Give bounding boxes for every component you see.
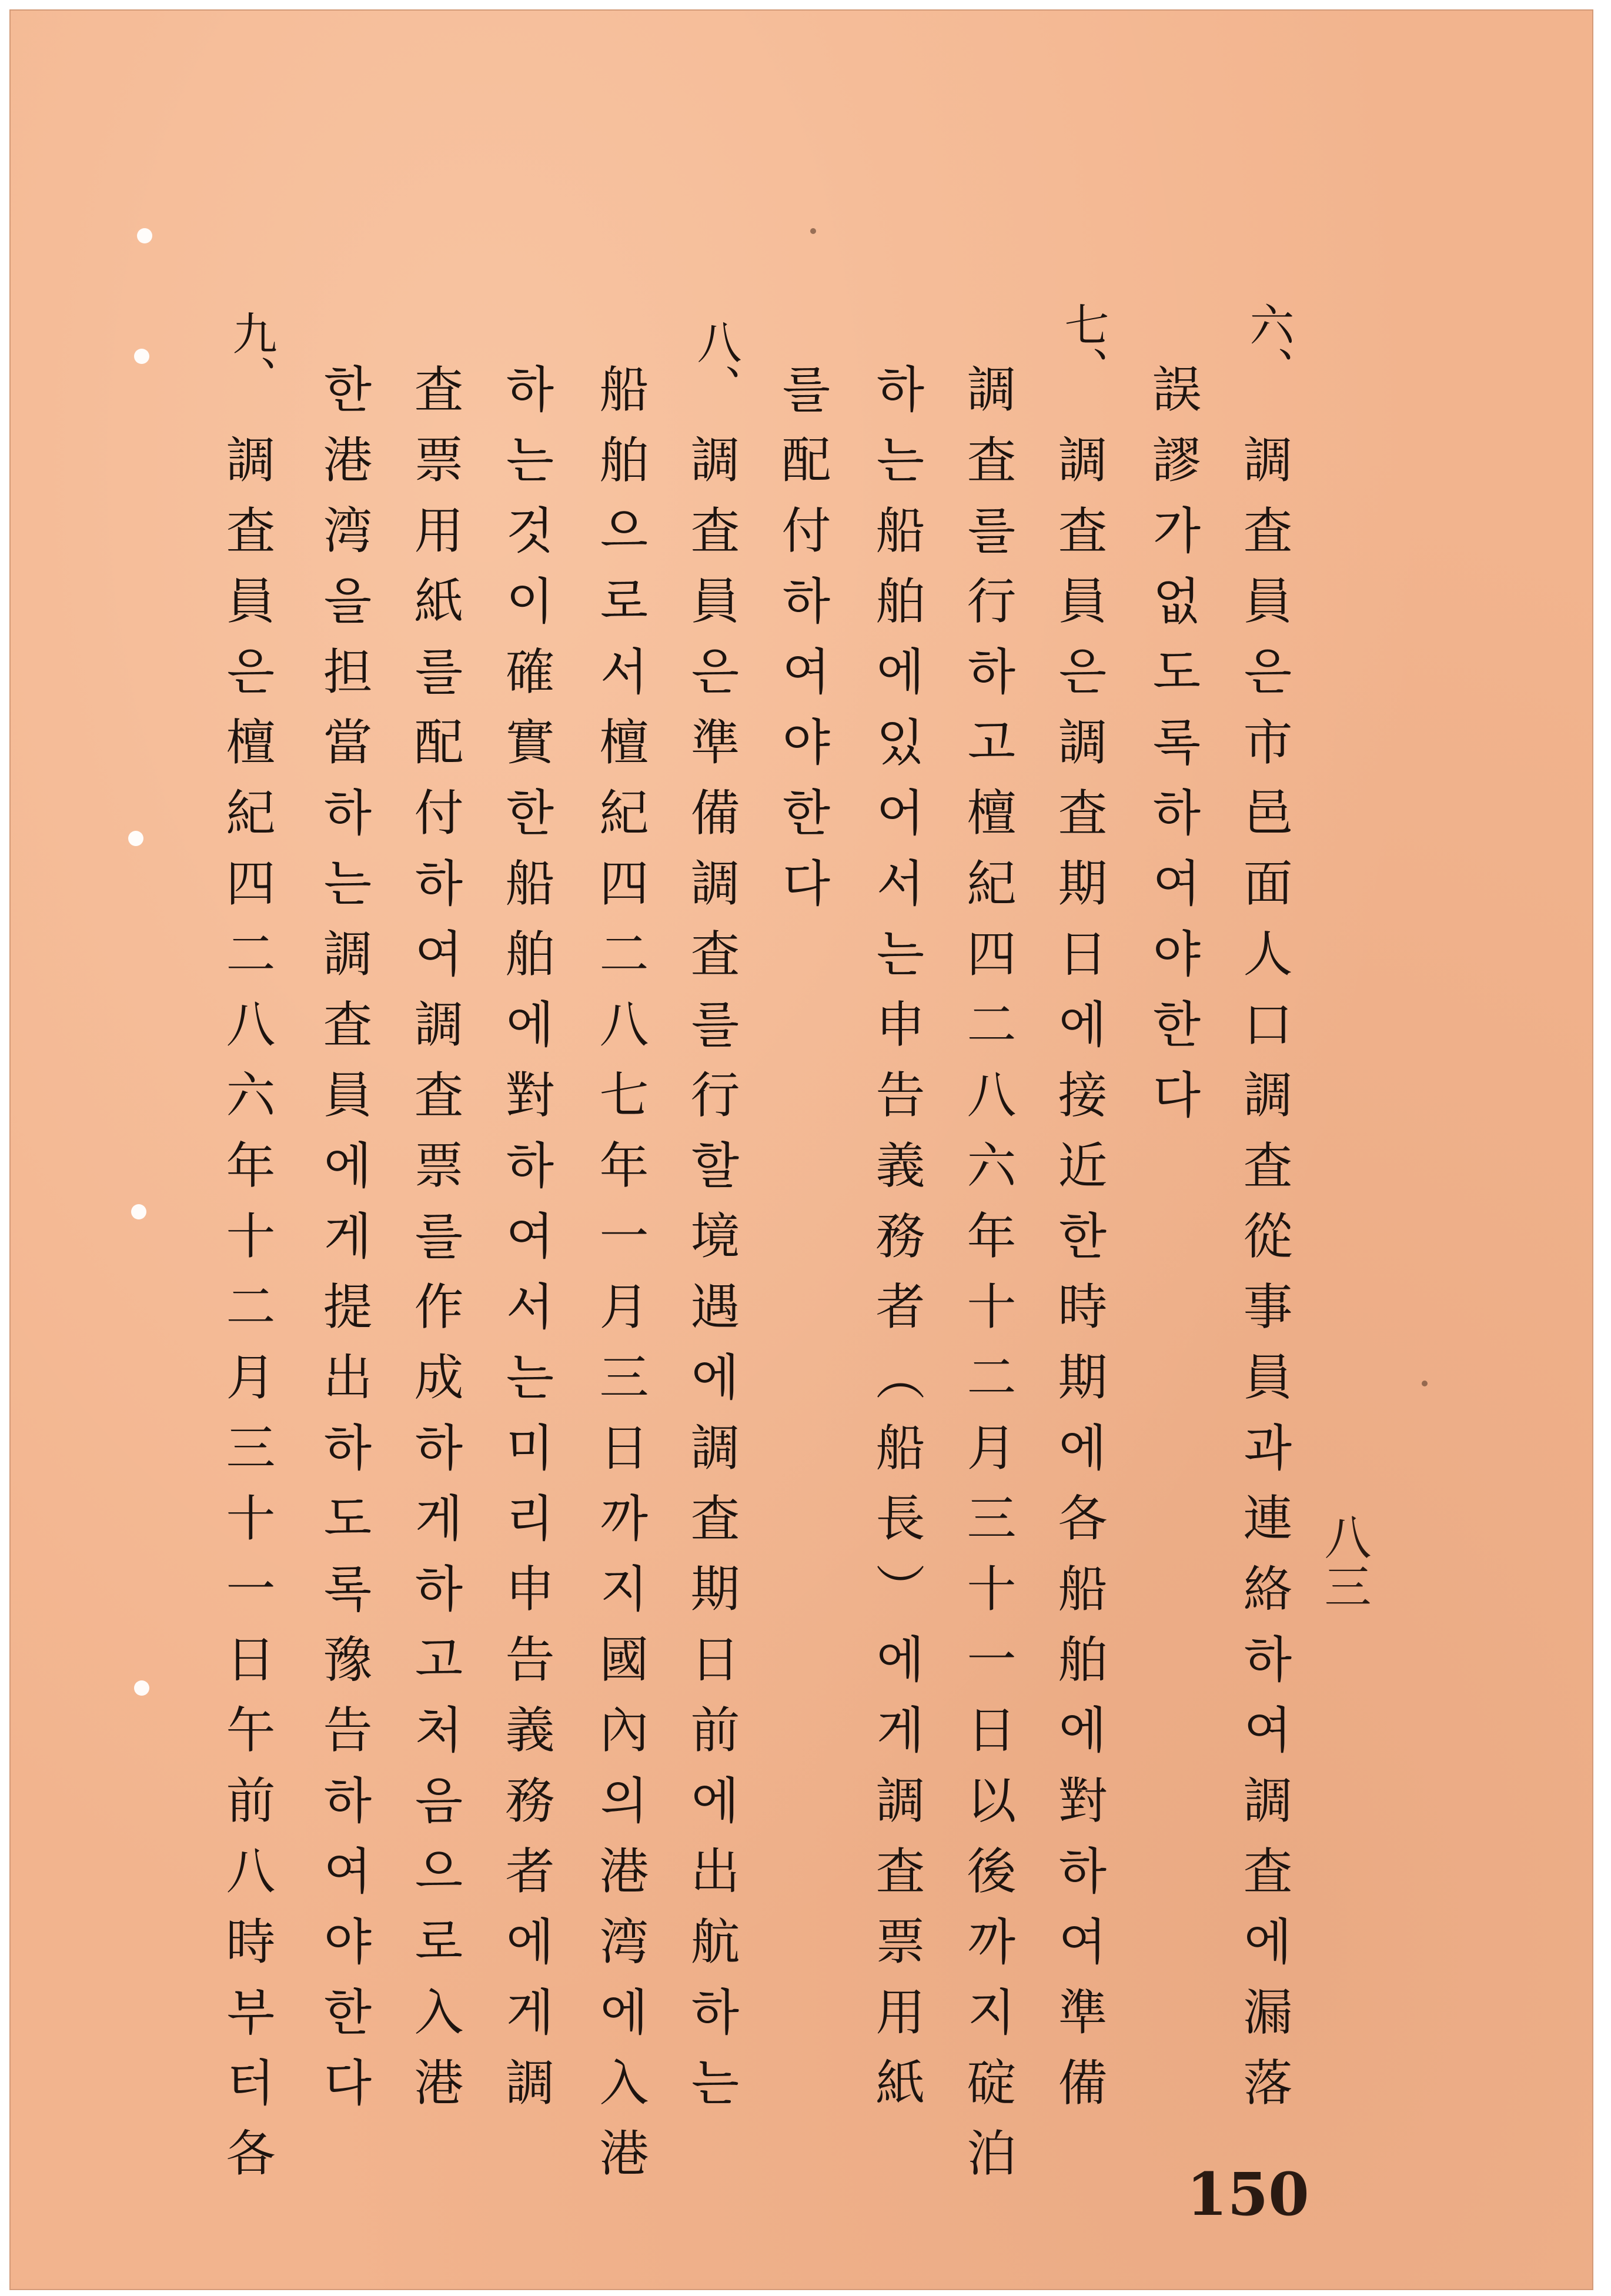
binder-hole [134, 1680, 149, 1696]
text-column-10: 査票用紙를配付하여調査票를作成하게하고처음으로入港 [406, 363, 464, 2127]
section-marker-seven: 七、 [1057, 302, 1109, 391]
text-column-11: 한港湾을担當하는調査員에게提出하도록豫告하여야한다 [315, 363, 373, 2127]
ink-speck [810, 228, 816, 234]
text-column-8: 船舶으로서檀紀四二八七年一月三日까지國內의港湾에入港 [591, 363, 649, 2198]
document-page [11, 11, 1592, 2289]
text-column-6: 를配付하여야한다 [774, 363, 831, 928]
ink-speck [1422, 1381, 1428, 1386]
text-column-4: 調査를行하고檀紀四二八六年十二月三十一日以後까지碇泊 [959, 363, 1017, 2198]
text-column-12: 調査員은檀紀四二八六年十二月三十一日午前八時부터各 [218, 434, 276, 2198]
text-column-5: 하는船舶에있어서는申告義務者（船長）에게調査票用紙 [868, 363, 925, 2127]
page-number: 150 [1186, 2160, 1309, 2229]
binder-hole [137, 228, 152, 243]
section-marker-eight: 八、 [690, 319, 742, 409]
text-column-3: 調査員은調査期日에接近한時期에各船舶에對하여準備 [1050, 434, 1108, 2127]
binder-hole [128, 831, 143, 846]
text-column-2: 誤謬가없도록하여야한다 [1144, 363, 1202, 1139]
section-marker-six: 六、 [1242, 302, 1295, 391]
section-marker-nine: 九、 [225, 310, 278, 400]
text-column-7: 調査員은準備調査를行할境遇에調査期日前에出航하는 [683, 434, 740, 2127]
binder-hole [134, 349, 149, 364]
text-column-9: 하는것이確實한船舶에對하여서는미리申告義務者에게調 [497, 363, 555, 2127]
text-column-1: 調査員은市邑面人口調査從事員과連絡하여調査에漏落 [1235, 434, 1293, 2127]
side-page-number: 八三 [1316, 1513, 1371, 1612]
binder-hole [131, 1204, 146, 1219]
